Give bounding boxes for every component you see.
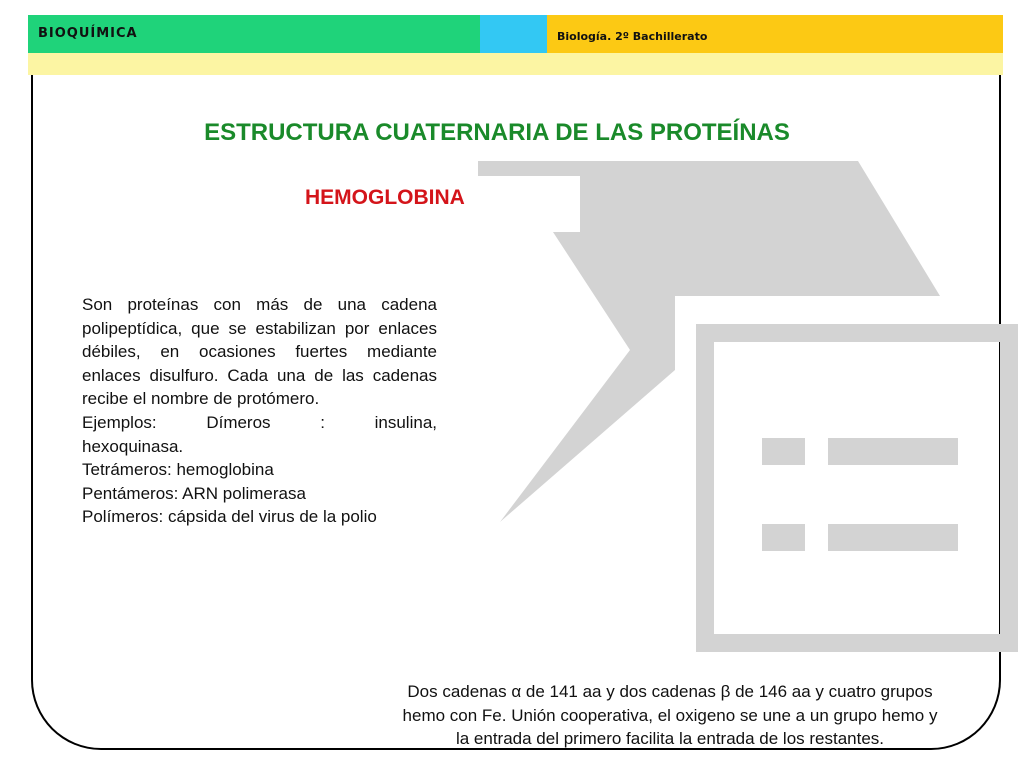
polymers-line: Polímeros: cápsida del virus de la polio xyxy=(82,507,377,527)
body-text xyxy=(82,293,437,529)
header-course: Biología. 2º Bachillerato xyxy=(557,30,708,43)
placeholder-line xyxy=(828,524,958,551)
placeholder-line xyxy=(828,438,958,465)
examples-line xyxy=(82,411,437,435)
slide-subtitle: HEMOGLOBINA xyxy=(305,186,465,209)
caption-line-3: la entrada del primero facilita la entrada de los restantes. xyxy=(455,729,885,748)
definition-paragraph: Son proteínas con más de una cadena polipeptídica, que se estabilizan por enlaces débiles, en ocasiones fuertes mediante enlaces disulfuro. Cada una de las cadenas recibe el nombre de protómero. xyxy=(82,295,437,409)
dimers-label: Dímeros xyxy=(206,412,271,432)
caption-line-1: Dos cadenas α de 141 aa y dos cadenas β de 146 aa y cuatro grupos xyxy=(407,682,933,701)
slide-title: ESTRUCTURA CUATERNARIA DE LAS PROTEÍNAS xyxy=(204,119,790,146)
caption-line-2: hemo con Fe. Unión cooperativa, el oxigeno se une a un grupo hemo y xyxy=(402,705,938,725)
placeholder-bullet xyxy=(762,438,805,465)
hemoglobin-caption xyxy=(345,680,995,751)
examples-label: Ejemplos: xyxy=(82,412,157,432)
header-subject: BIOQUÍMICA xyxy=(38,26,138,41)
list-placeholder-icon xyxy=(705,333,1009,643)
placeholder-bullet xyxy=(762,524,805,551)
placeholder-frame-border xyxy=(705,333,1009,643)
tetramers-line: Tetrámeros: hemoglobina xyxy=(82,460,274,480)
pentamers-line: Pentámeros: ARN polimerasa xyxy=(82,483,306,503)
dimers-rest: hexoquinasa. xyxy=(82,436,184,456)
dimers-first-example: insulina, xyxy=(374,412,437,432)
examples-separator: : xyxy=(320,412,325,432)
